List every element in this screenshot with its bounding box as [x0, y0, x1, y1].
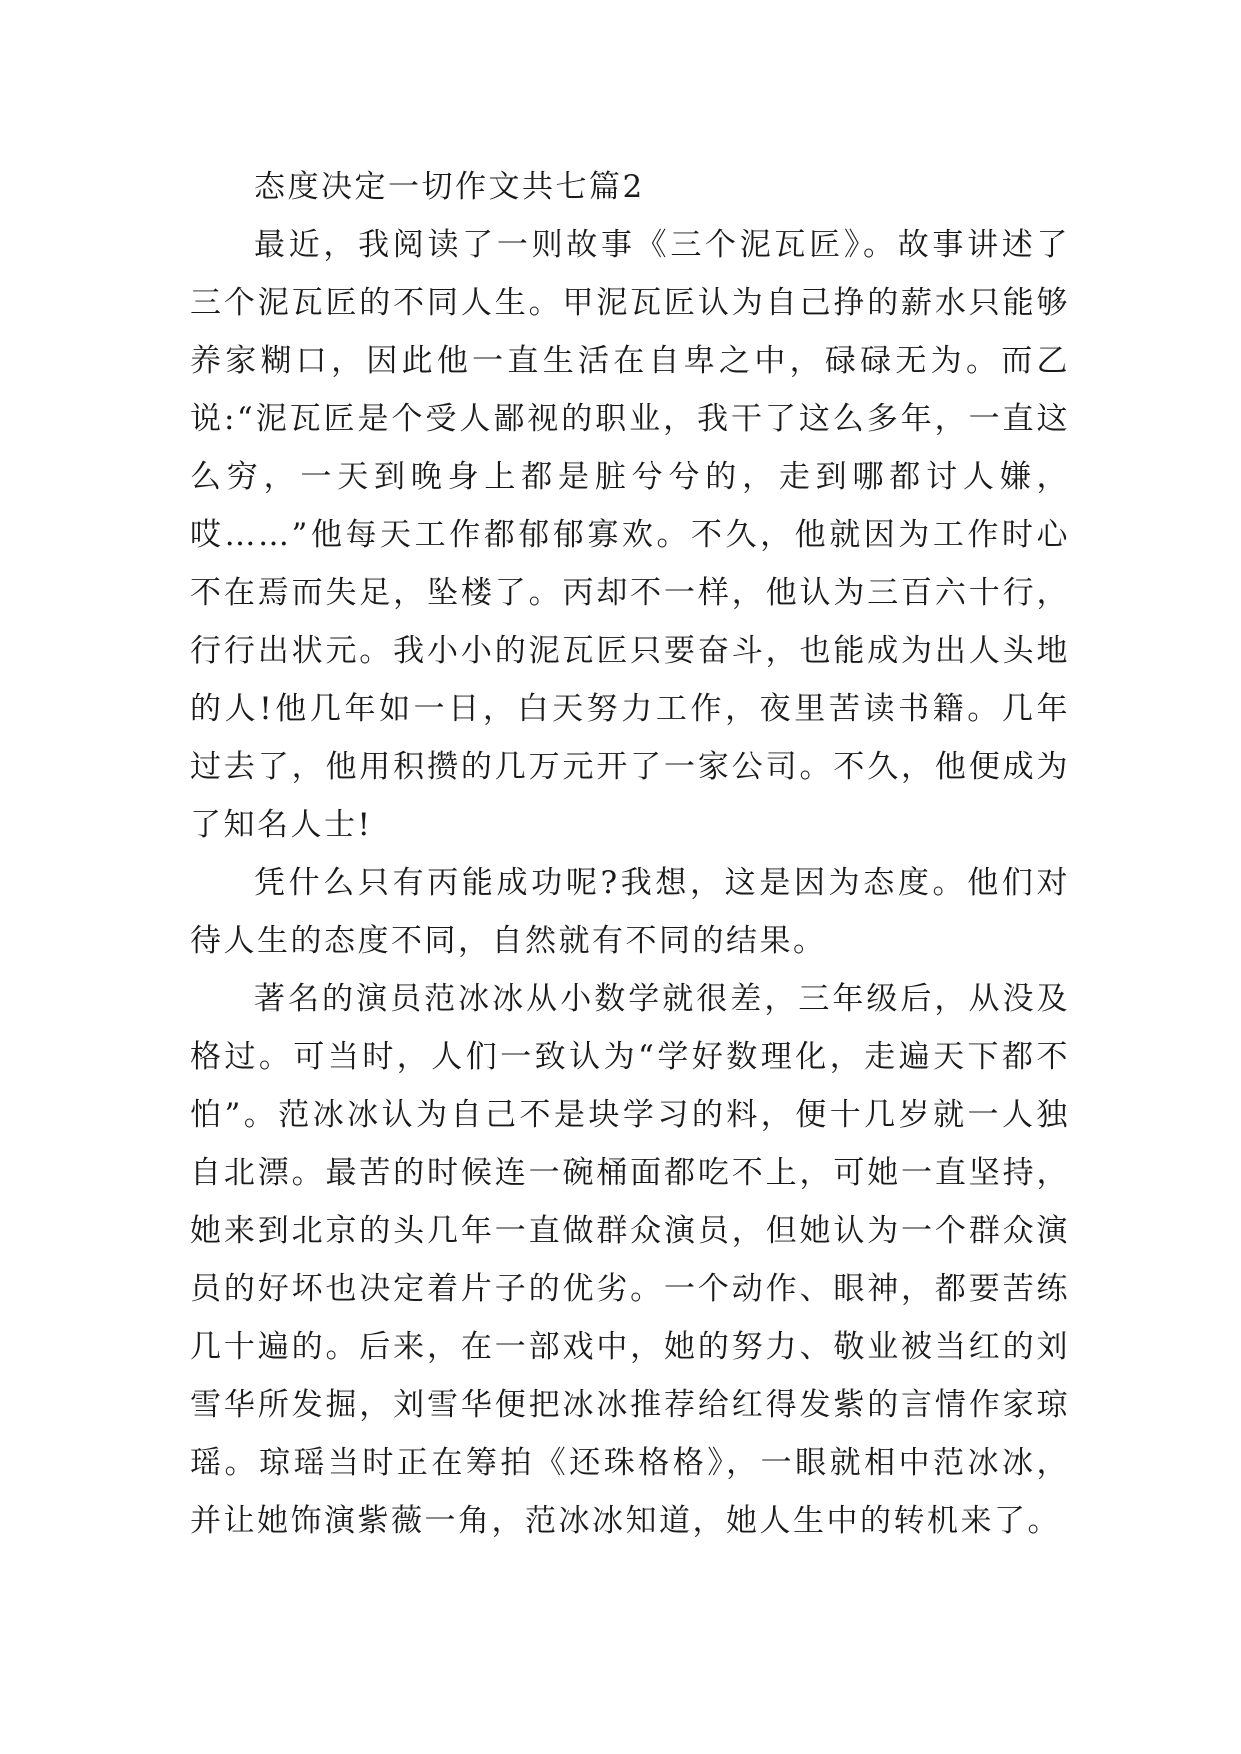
- document-title: 态度决定一切作文共七篇2: [254, 169, 645, 205]
- paragraph-example: 著名的演员范冰冰从小数学就很差，三年级后，从没及格过。可当时，人们一致认为“学好数理化，走遍天下都不怕”。范冰冰认为自己不是块学习的料，便十几岁就一人独自北漂。最苦的时候连一碗桶面都吃不上，可她一直坚持，她来到北京的头几年一直做群众演员，但她认为一个群众演员的好坏也决定着片子的优劣。一个动作、眼神，都要苦练几十遍的。后来，在一部戏中，她的努力、敬业被当红的刘雪华所发掘，刘雪华便把冰冰推荐给红得发紫的言情作家琼瑶。琼瑶当时正在筹拍《还珠格格》，一眼就相中范冰冰，并让她饰演紫薇一角，范冰冰知道，她人生中的转机来了。: [190, 981, 1070, 1539]
- document-body: [190, 158, 1070, 1550]
- paragraph-reflection: 凭什么只有丙能成功呢?我想，这是因为态度。他们对待人生的态度不同，自然就有不同的结果。: [190, 865, 1070, 959]
- paragraph-story: 最近，我阅读了一则故事《三个泥瓦匠》。故事讲述了三个泥瓦匠的不同人生。甲泥瓦匠认为自己挣的薪水只能够养家糊口，因此他一直生活在自卑之中，碌碌无为。而乙说:“泥瓦匠是个受人鄙视的职业，我干了这么多年，一直这么穷，一天到晚身上都是脏兮兮的，走到哪都讨人嫌，哎……”他每天工作都郁郁寡欢。不久，他就因为工作时心不在焉而失足，坠楼了。丙却不一样，他认为三百六十行，行行出状元。我小小的泥瓦匠只要奋斗，也能成为出人头地的人!他几年如一日，白天努力工作，夜里苦读书籍。几年过去了，他用积攒的几万元开了一家公司。不久，他便成为了知名人士!: [190, 227, 1070, 843]
